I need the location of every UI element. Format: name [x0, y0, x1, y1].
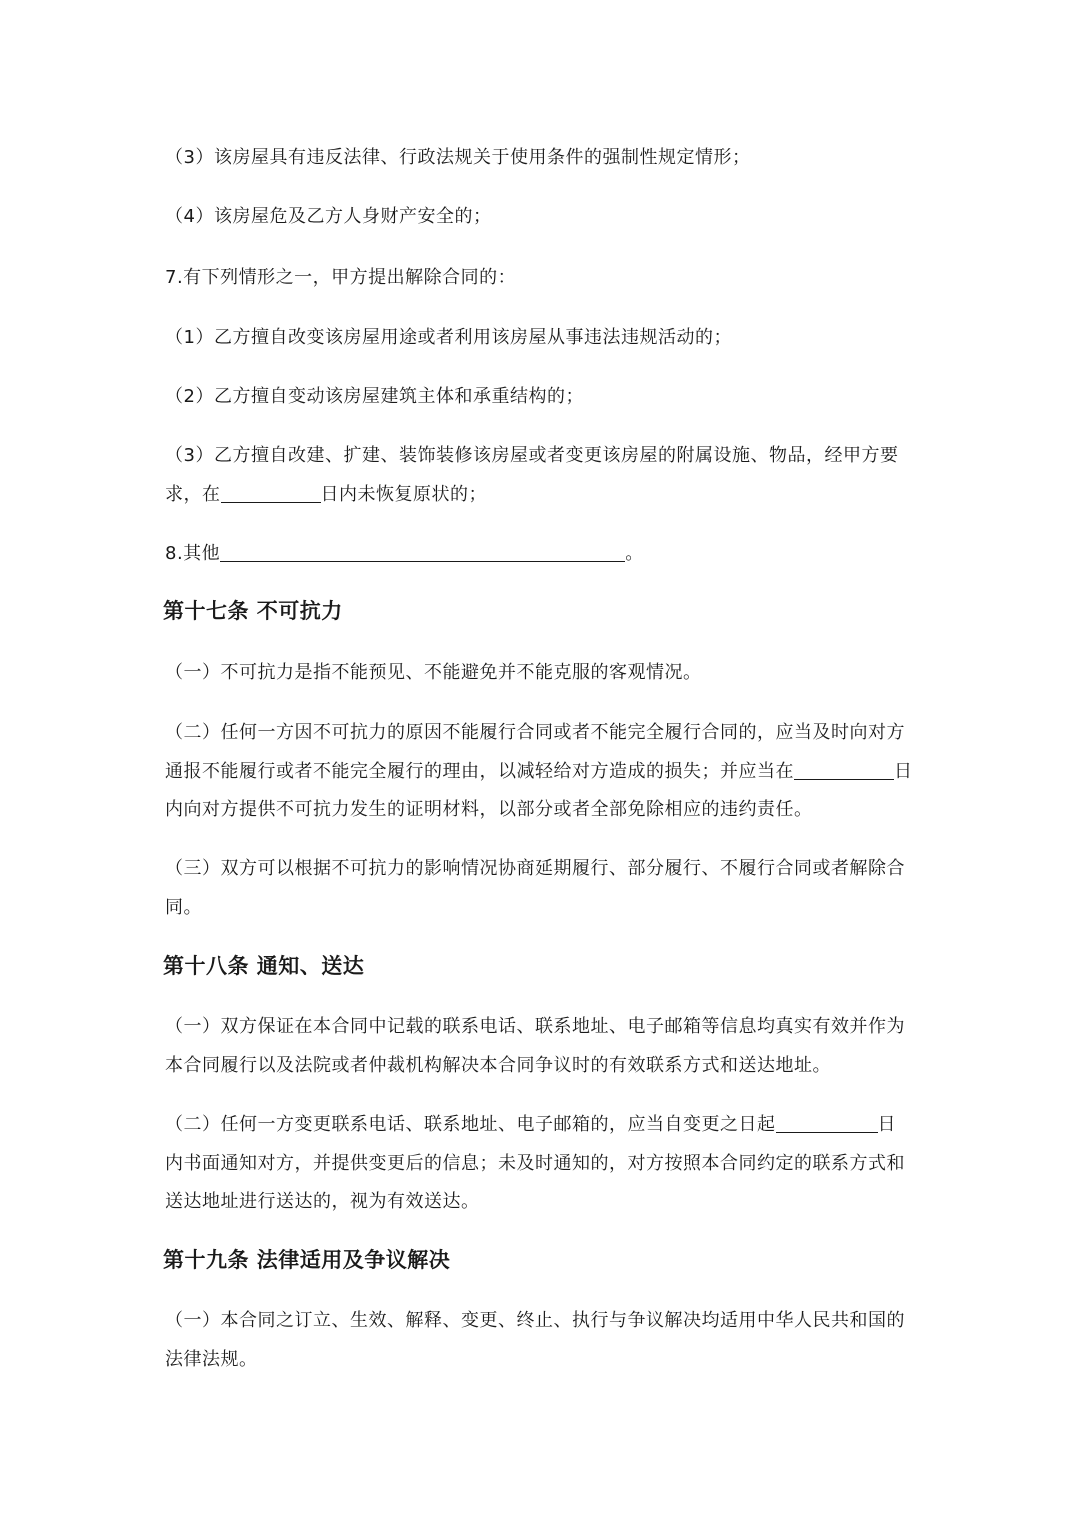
text-segment: 日	[894, 761, 913, 782]
text-segment: 求，在	[165, 484, 221, 505]
paragraph-line: （3）该房屋具有违反法律、行政法规关于使用条件的强制性规定情形；	[165, 147, 751, 168]
fill-in-blank	[221, 482, 321, 503]
paragraph-line	[165, 541, 920, 567]
paragraph-line: （2）乙方擅自变动该房屋建筑主体和承重结构的；	[165, 386, 584, 407]
text-segment: 通报不能履行或者不能完全履行的理由，以减轻给对方造成的损失；并应当在	[165, 761, 794, 782]
text-segment: 。	[625, 543, 644, 564]
paragraph-line: （三）双方可以根据不可抗力的影响情况协商延期履行、部分履行、不履行合同或者解除合	[165, 858, 905, 879]
paragraph-line: （一）双方保证在本合同中记载的联系电话、联系地址、电子邮箱等信息均真实有效并作为	[165, 1016, 905, 1037]
paragraph-line	[165, 1112, 920, 1138]
paragraph-line: 7.有下列情形之一，甲方提出解除合同的：	[165, 267, 517, 288]
fill-in-blank	[794, 759, 894, 780]
text-segment: 日	[877, 1114, 896, 1135]
paragraph-line: 本合同履行以及法院或者仲裁机构解决本合同争议时的有效联系方式和送达地址。	[165, 1055, 831, 1076]
paragraph-line: 内书面通知对方，并提供变更后的信息；未及时通知的，对方按照本合同约定的联系方式和	[165, 1153, 905, 1174]
text-segment: 8.其他	[165, 543, 221, 564]
text-segment: （二）任何一方变更联系电话、联系地址、电子邮箱的，应当自变更之日起	[165, 1114, 776, 1135]
paragraph-line: 同。	[165, 897, 202, 918]
paragraph-line: （二）任何一方因不可抗力的原因不能履行合同或者不能完全履行合同的，应当及时向对方	[165, 722, 905, 743]
article-heading: 第十七条 不可抗力	[163, 599, 343, 623]
article-heading: 第十八条 通知、送达	[163, 954, 365, 978]
paragraph-line: （3）乙方擅自改建、扩建、装饰装修该房屋或者变更该房屋的附属设施、物品，经甲方要	[165, 445, 899, 466]
paragraph-line	[165, 759, 920, 785]
paragraph-line: （4）该房屋危及乙方人身财产安全的；	[165, 206, 492, 227]
paragraph-line: 送达地址进行送达的，视为有效送达。	[165, 1191, 480, 1212]
fill-in-blank	[776, 1112, 878, 1133]
paragraph-line: （一）不可抗力是指不能预见、不能避免并不能克服的客观情况。	[165, 662, 702, 683]
paragraph-line	[165, 482, 920, 508]
paragraph-line: （1）乙方擅自改变该房屋用途或者利用该房屋从事违法违规活动的；	[165, 327, 732, 348]
paragraph-line: 法律法规。	[165, 1349, 258, 1370]
paragraph-line: 内向对方提供不可抗力发生的证明材料，以部分或者全部免除相应的违约责任。	[165, 799, 813, 820]
paragraph-line: （一）本合同之订立、生效、解释、变更、终止、执行与争议解决均适用中华人民共和国的	[165, 1310, 905, 1331]
fill-in-blank	[220, 541, 625, 562]
text-segment: 日内未恢复原状的；	[320, 484, 487, 505]
article-heading: 第十九条 法律适用及争议解决	[163, 1248, 451, 1272]
